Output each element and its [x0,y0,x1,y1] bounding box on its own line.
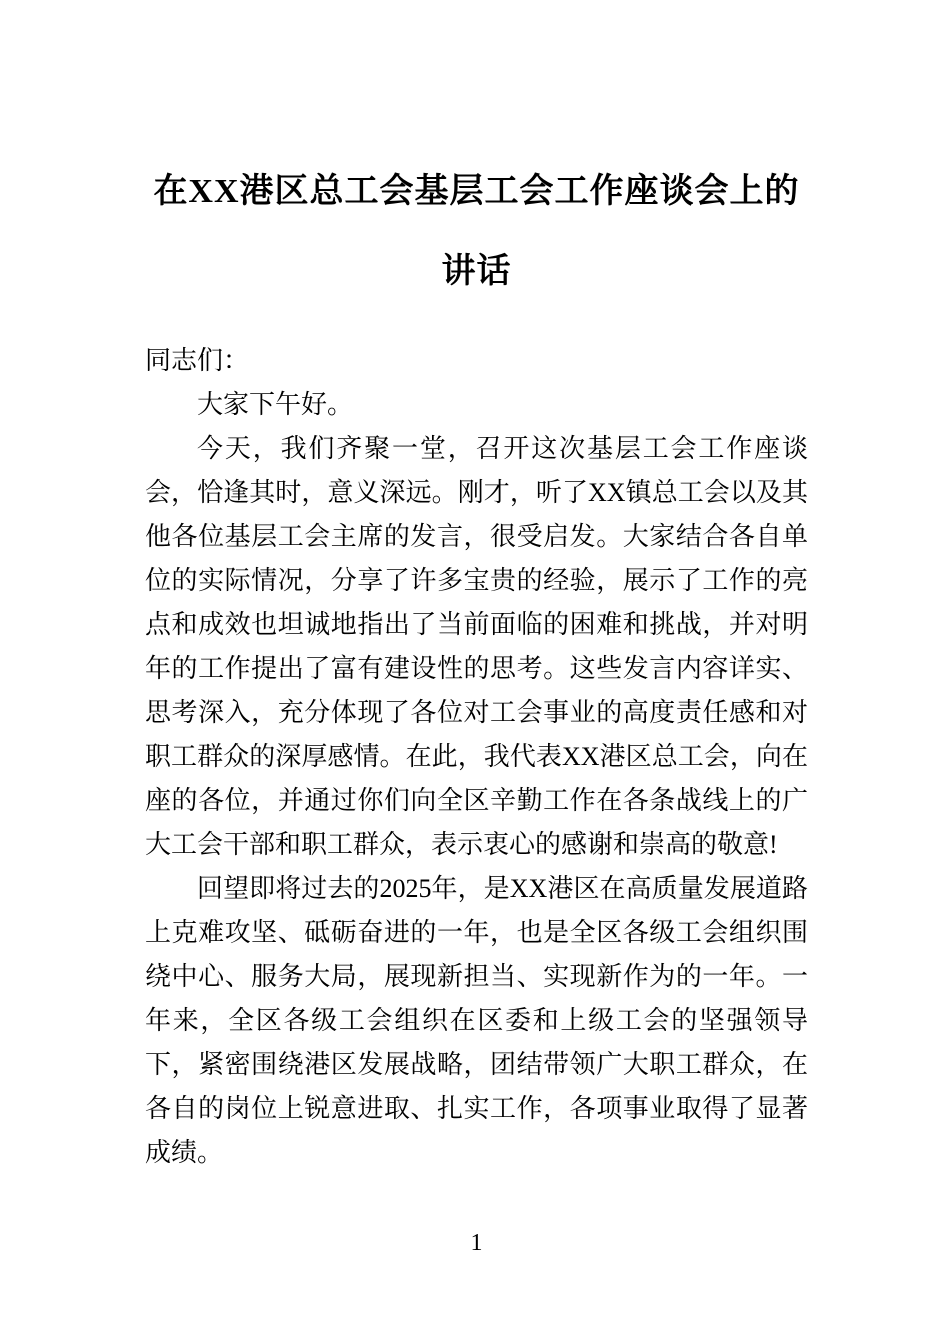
body-paragraph: 回望即将过去的2025年，是XX港区在高质量发展道路上克难攻坚、砥砺奋进的一年，也是全区各级工会组织围绕中心、服务大局，展现新担当、实现新作为的一年。一年来，全区各级工会组织在区委和上级工会的坚强领导下，紧密围绕港区发展战略，团结带领广大职工群众，在各自的岗位上锐意进取、扎实工作，各项事业取得了显著成绩。 [145,874,808,1167]
document-title-line-1: 在XX港区总工会基层工会工作座谈会上的 [153,173,800,210]
document-title [145,152,808,312]
salutation: 同志们： [145,346,250,375]
page-number: 1 [470,1230,483,1256]
document-body [145,339,808,1175]
body-paragraph: 今天，我们齐聚一堂，召开这次基层工会工作座谈会，恰逢其时，意义深远。刚才，听了XX镇总工会以及其他各位基层工会主席的发言，很受启发。大家结合各自单位的实际情况，分享了许多宝贵的经验，展示了工作的亮点和成效也坦诚地指出了当前面临的困难和挑战，并对明年的工作提出了富有建设性的思考。这些发言内容详实、思考深入，充分体现了各位对工会事业的高度责任感和对职工群众的深厚感情。在此，我代表XX港区总工会，向在座的各位，并通过你们向全区辛勤工作在各条战线上的广大工会干部和职工群众，表示衷心的感谢和崇高的敬意! [145,434,808,859]
document-title-line-2: 讲话 [441,253,512,290]
paragraph-list [145,383,808,1175]
body-paragraph: 大家下午好。 [197,390,354,419]
